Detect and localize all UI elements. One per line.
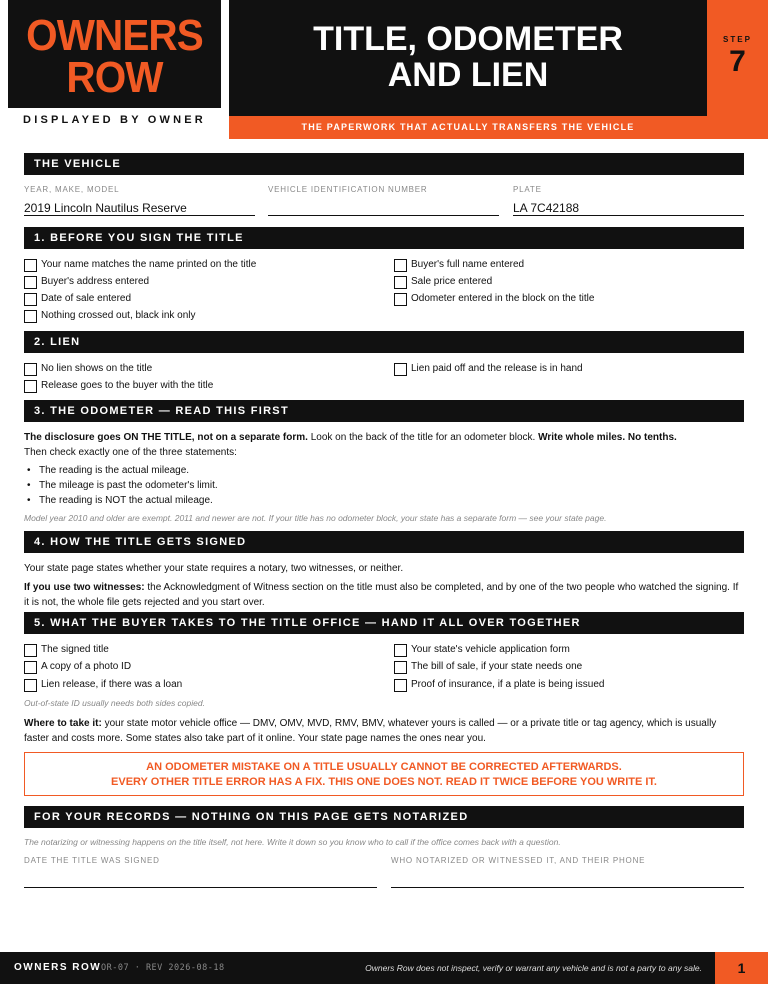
field-line-year-make-model: [24, 215, 255, 216]
page-title-line-1: TITLE, ODOMETER: [313, 20, 623, 58]
subtitle-bar: [229, 116, 768, 139]
logo-line-2: ROW: [66, 53, 163, 102]
field-label-vin: VEHICLE IDENTIFICATION NUMBER: [268, 185, 428, 194]
where-text: your state motor vehicle office — DMV, OMV, MVD, RMV, BMV, whatever yours is called — or a private title or tag agency, which is usually faster and costs more. Some states also take part of it online. Your state page names the ones near you.: [24, 718, 717, 744]
field-line-vin: [268, 215, 499, 216]
section-heading-lien: 2. LIEN: [24, 331, 744, 353]
brand-tagline: DISPLAYED BY OWNER: [23, 114, 206, 126]
checkbox-nothing-crossed-out[interactable]: Nothing crossed out, black ink only: [24, 309, 196, 322]
checkbox-bill-of-sale[interactable]: The bill of sale, if your state needs one: [394, 660, 582, 673]
page-title-line-2: AND LIEN: [387, 56, 549, 94]
signing-bold: If you use two witnesses:: [24, 582, 145, 593]
step-label: STEP: [723, 35, 752, 44]
page-subtitle: THE PAPERWORK THAT ACTUALLY TRANSFERS THE VEHICLE: [301, 122, 635, 132]
field-label-year-make-model: YEAR, MAKE, MODEL: [24, 185, 120, 194]
section-heading-records: FOR YOUR RECORDS — NOTHING ON THIS PAGE GETS NOTARIZED: [24, 806, 744, 828]
step-number: 7: [729, 45, 746, 78]
odometer-warning-box: [24, 752, 744, 796]
checkbox-no-lien[interactable]: No lien shows on the title: [24, 362, 152, 375]
checkbox-buyer-address[interactable]: Buyer's address entered: [24, 275, 149, 288]
field-value-year-make-model[interactable]: 2019 Lincoln Nautilus Reserve: [24, 201, 187, 215]
signing-paragraph-2: [24, 580, 744, 610]
checkbox-sale-price[interactable]: Sale price entered: [394, 275, 492, 288]
footer-brand: OWNERS ROW: [14, 962, 102, 973]
signing-text: the Acknowledgment of Witness section on the title must also be completed, and by one of the two people who watched the signing. If it is not, the whole file gets rejected and you start over.: [24, 582, 739, 608]
field-label-plate: PLATE: [513, 185, 542, 194]
footer-revision: OR-07 · REV 2026-08-18: [101, 963, 225, 973]
field-label-notarized-by: WHO NOTARIZED OR WITNESSED IT, AND THEIR PHONE: [391, 856, 646, 865]
odometer-note: Model year 2010 and older are exempt. 2011 and newer are not. If your title has no odometer block, your state has a separate form — see your state page.: [24, 513, 607, 523]
brand-logo: [8, 0, 221, 108]
checkbox-release-to-buyer[interactable]: Release goes to the buyer with the title: [24, 379, 213, 392]
page-header: [0, 0, 768, 140]
odometer-bold-2: Write whole miles. No tenths.: [538, 432, 677, 443]
section-heading-vehicle: THE VEHICLE: [24, 153, 744, 175]
list-item: • The mileage is past the odometer's limit.: [24, 478, 744, 493]
checkbox-photo-id[interactable]: A copy of a photo ID: [24, 660, 131, 673]
list-item: • The reading is NOT the actual mileage.: [24, 493, 744, 508]
field-value-plate[interactable]: LA 7C42188: [513, 201, 580, 215]
odometer-bold-1: The disclosure goes ON THE TITLE, not on a separate form.: [24, 432, 308, 443]
buyer-takes-note: Out-of-state ID usually needs both sides copied.: [24, 698, 205, 708]
odometer-instructions: [24, 430, 744, 460]
checkbox-signed-title[interactable]: The signed title: [24, 643, 109, 656]
warning-line-1: AN ODOMETER MISTAKE ON A TITLE USUALLY CANNOT BE CORRECTED AFTERWARDS.: [146, 761, 622, 773]
checkbox-lien-paid-off[interactable]: Lien paid off and the release is in hand: [394, 362, 583, 375]
page-number: 1: [715, 952, 768, 984]
where-to-take-it: [24, 716, 744, 746]
where-bold: Where to take it:: [24, 718, 102, 729]
field-label-date-signed: DATE THE TITLE WAS SIGNED: [24, 856, 160, 865]
checkbox-name-matches[interactable]: Your name matches the name printed on the title: [24, 258, 256, 271]
odometer-statements: [24, 463, 744, 508]
checkbox-odometer-entered[interactable]: Odometer entered in the block on the title: [394, 292, 594, 305]
field-line-notarized-by[interactable]: [391, 887, 744, 888]
field-line-date-signed[interactable]: [24, 887, 377, 888]
footer-disclaimer: Owners Row does not inspect, verify or warrant any vehicle and is not a party to any sale.: [365, 963, 702, 973]
list-item: • The reading is the actual mileage.: [24, 463, 744, 478]
section-heading-buyer-takes: 5. WHAT THE BUYER TAKES TO THE TITLE OFFICE — HAND IT ALL OVER TOGETHER: [24, 612, 744, 634]
checkbox-vehicle-application[interactable]: Your state's vehicle application form: [394, 643, 570, 656]
page-footer: [0, 952, 768, 984]
field-line-plate: [513, 215, 744, 216]
checkbox-proof-of-insurance[interactable]: Proof of insurance, if a plate is being issued: [394, 678, 604, 691]
section-heading-signing: 4. HOW THE TITLE GETS SIGNED: [24, 531, 744, 553]
section-heading-odometer: 3. THE ODOMETER — READ THIS FIRST: [24, 400, 744, 422]
records-note: The notarizing or witnessing happens on the title itself, not here. Write it down so you know who to call if the office comes back with a question.: [24, 837, 561, 847]
warning-line-2: EVERY OTHER TITLE ERROR HAS A FIX. THIS ONE DOES NOT. READ IT TWICE BEFORE YOU WRITE IT.: [111, 776, 657, 788]
title-block: [229, 0, 707, 116]
checkbox-lien-release[interactable]: Lien release, if there was a loan: [24, 678, 182, 691]
section-heading-before-sign: 1. BEFORE YOU SIGN THE TITLE: [24, 227, 744, 249]
checkbox-buyer-name[interactable]: Buyer's full name entered: [394, 258, 524, 271]
signing-paragraph-1: Your state page states whether your state requires a notary, two witnesses, or neither.: [24, 563, 404, 574]
logo-line-1: OWNERS: [26, 11, 203, 60]
step-badge: [707, 0, 768, 116]
checkbox-date-of-sale[interactable]: Date of sale entered: [24, 292, 131, 305]
odometer-text-2: Then check exactly one of the three statements:: [24, 447, 237, 458]
odometer-text-1: Look on the back of the title for an odometer block.: [307, 432, 539, 443]
